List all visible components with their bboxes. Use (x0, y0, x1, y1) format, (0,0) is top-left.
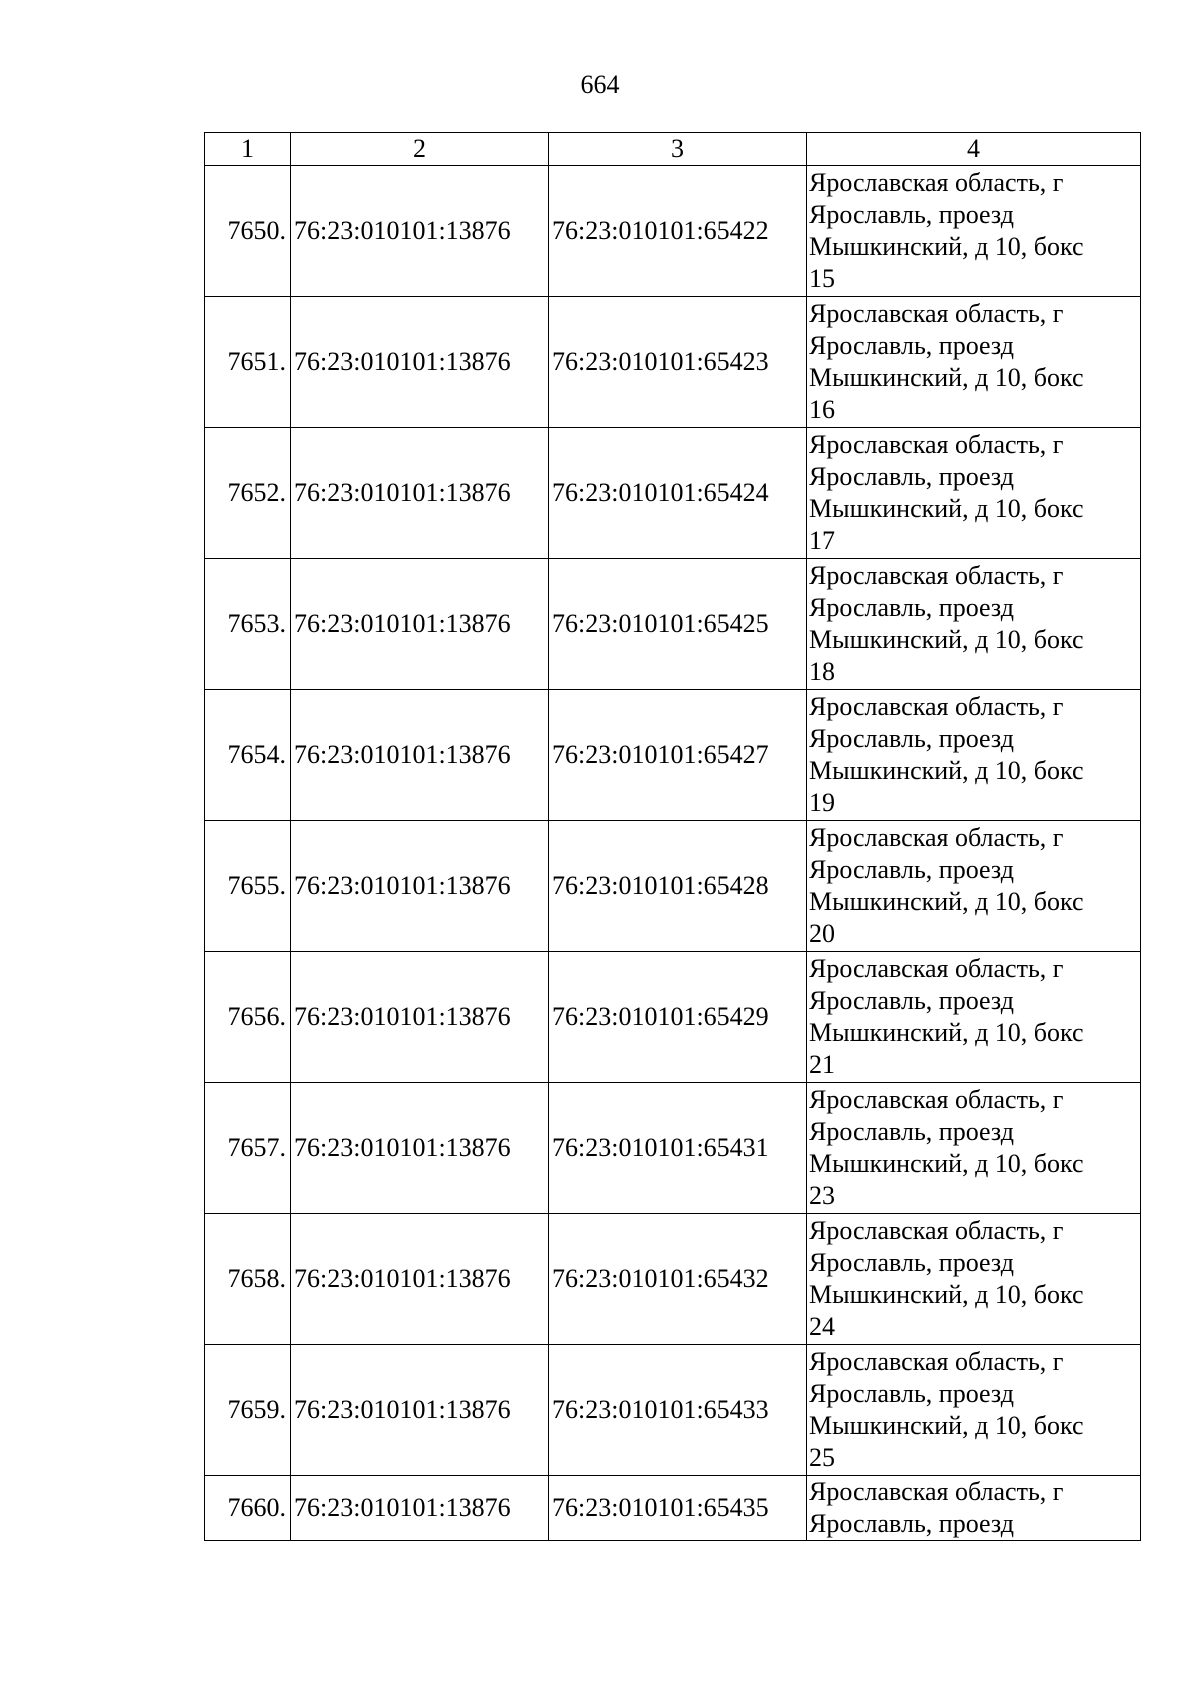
object-cadastral-number-cell: 76:23:010101:65429 (549, 952, 807, 1083)
table-row (205, 1083, 1141, 1214)
address-line: 18 (809, 657, 835, 686)
object-cadastral-number-cell: 76:23:010101:65428 (549, 821, 807, 952)
cadastral-number-cell: 76:23:010101:13876 (291, 428, 549, 559)
address-line: Ярославль, проезд (809, 200, 1014, 229)
header-col-1: 1 (205, 133, 291, 166)
table-row (205, 297, 1141, 428)
address-line: Ярославская область, г (809, 1085, 1064, 1114)
address-line: Мышкинский, д 10, бокс (809, 1280, 1084, 1309)
address-line: 15 (809, 264, 835, 293)
address-line: Ярославская область, г (809, 1347, 1064, 1376)
address-line: Ярославль, проезд (809, 462, 1014, 491)
address-line: Ярославская область, г (809, 561, 1064, 590)
object-cadastral-number-cell: 76:23:010101:65423 (549, 297, 807, 428)
row-number-cell: 7658. (205, 1214, 291, 1345)
cadastral-number-cell: 76:23:010101:13876 (291, 1476, 549, 1541)
address-line: 19 (809, 788, 835, 817)
address-line: 25 (809, 1443, 835, 1472)
address-line: Мышкинский, д 10, бокс (809, 887, 1084, 916)
cadastral-number-cell: 76:23:010101:13876 (291, 690, 549, 821)
row-number-cell: 7653. (205, 559, 291, 690)
address-line: Мышкинский, д 10, бокс (809, 625, 1084, 654)
address-line: Ярославль, проезд (809, 1379, 1014, 1408)
table-row (205, 821, 1141, 952)
address-cell (807, 821, 1141, 952)
cadastral-number-cell: 76:23:010101:13876 (291, 166, 549, 297)
address-line: Ярославская область, г (809, 954, 1064, 983)
address-line: Мышкинский, д 10, бокс (809, 363, 1084, 392)
header-col-3: 3 (549, 133, 807, 166)
cadastral-number-cell: 76:23:010101:13876 (291, 1214, 549, 1345)
address-cell (807, 297, 1141, 428)
address-cell (807, 428, 1141, 559)
address-line: 20 (809, 919, 835, 948)
address-line: Мышкинский, д 10, бокс (809, 756, 1084, 785)
address-line: Ярославская область, г (809, 1216, 1064, 1245)
address-line: Ярославль, проезд (809, 986, 1014, 1015)
address-line: Ярославль, проезд (809, 1509, 1014, 1538)
row-number-cell: 7659. (205, 1345, 291, 1476)
address-line: 16 (809, 395, 835, 424)
table-row (205, 428, 1141, 559)
address-cell (807, 166, 1141, 297)
address-cell (807, 559, 1141, 690)
address-line: Ярославская область, г (809, 168, 1064, 197)
table-row (205, 1214, 1141, 1345)
table-row (205, 559, 1141, 690)
header-row (205, 133, 1141, 166)
page-number: 664 (580, 70, 620, 99)
row-number-cell: 7651. (205, 297, 291, 428)
address-cell (807, 1083, 1141, 1214)
address-line: Ярославская область, г (809, 1477, 1064, 1506)
cadastral-number-cell: 76:23:010101:13876 (291, 952, 549, 1083)
cadastral-number-cell: 76:23:010101:13876 (291, 1083, 549, 1214)
address-cell (807, 690, 1141, 821)
address-line: Ярославская область, г (809, 430, 1064, 459)
address-line: 24 (809, 1312, 835, 1341)
address-line: Ярославль, проезд (809, 1248, 1014, 1277)
address-line: 17 (809, 526, 835, 555)
row-number-cell: 7655. (205, 821, 291, 952)
address-line: Мышкинский, д 10, бокс (809, 1411, 1084, 1440)
address-line: Ярославская область, г (809, 692, 1064, 721)
row-number-cell: 7650. (205, 166, 291, 297)
cadastral-number-cell: 76:23:010101:13876 (291, 297, 549, 428)
object-cadastral-number-cell: 76:23:010101:65432 (549, 1214, 807, 1345)
address-cell (807, 1476, 1141, 1541)
address-line: Мышкинский, д 10, бокс (809, 232, 1084, 261)
address-line: Мышкинский, д 10, бокс (809, 1149, 1084, 1178)
object-cadastral-number-cell: 76:23:010101:65431 (549, 1083, 807, 1214)
header-col-2: 2 (291, 133, 549, 166)
table-header (205, 133, 1141, 166)
table-row (205, 1345, 1141, 1476)
object-cadastral-number-cell: 76:23:010101:65427 (549, 690, 807, 821)
object-cadastral-number-cell: 76:23:010101:65422 (549, 166, 807, 297)
object-cadastral-number-cell: 76:23:010101:65424 (549, 428, 807, 559)
address-line: 23 (809, 1181, 835, 1210)
address-cell (807, 952, 1141, 1083)
object-cadastral-number-cell: 76:23:010101:65425 (549, 559, 807, 690)
property-registry-table (204, 132, 1141, 1541)
address-line: Ярославль, проезд (809, 331, 1014, 360)
object-cadastral-number-cell: 76:23:010101:65435 (549, 1476, 807, 1541)
table-row (205, 166, 1141, 297)
address-line: Ярославль, проезд (809, 593, 1014, 622)
object-cadastral-number-cell: 76:23:010101:65433 (549, 1345, 807, 1476)
row-number-cell: 7656. (205, 952, 291, 1083)
row-number-cell: 7654. (205, 690, 291, 821)
address-cell (807, 1214, 1141, 1345)
address-line: Ярославская область, г (809, 299, 1064, 328)
table-row (205, 952, 1141, 1083)
header-col-4: 4 (807, 133, 1141, 166)
row-number-cell: 7657. (205, 1083, 291, 1214)
address-cell (807, 1345, 1141, 1476)
cadastral-number-cell: 76:23:010101:13876 (291, 821, 549, 952)
address-line: Ярославская область, г (809, 823, 1064, 852)
address-line: Ярославль, проезд (809, 1117, 1014, 1146)
row-number-cell: 7652. (205, 428, 291, 559)
cadastral-number-cell: 76:23:010101:13876 (291, 559, 549, 690)
address-line: Мышкинский, д 10, бокс (809, 494, 1084, 523)
table-body (205, 166, 1141, 1541)
address-line: Ярославль, проезд (809, 724, 1014, 753)
table-row (205, 690, 1141, 821)
address-line: Ярославль, проезд (809, 855, 1014, 884)
table-row (205, 1476, 1141, 1541)
address-line: Мышкинский, д 10, бокс (809, 1018, 1084, 1047)
row-number-cell: 7660. (205, 1476, 291, 1541)
cadastral-number-cell: 76:23:010101:13876 (291, 1345, 549, 1476)
address-line: 21 (809, 1050, 835, 1079)
